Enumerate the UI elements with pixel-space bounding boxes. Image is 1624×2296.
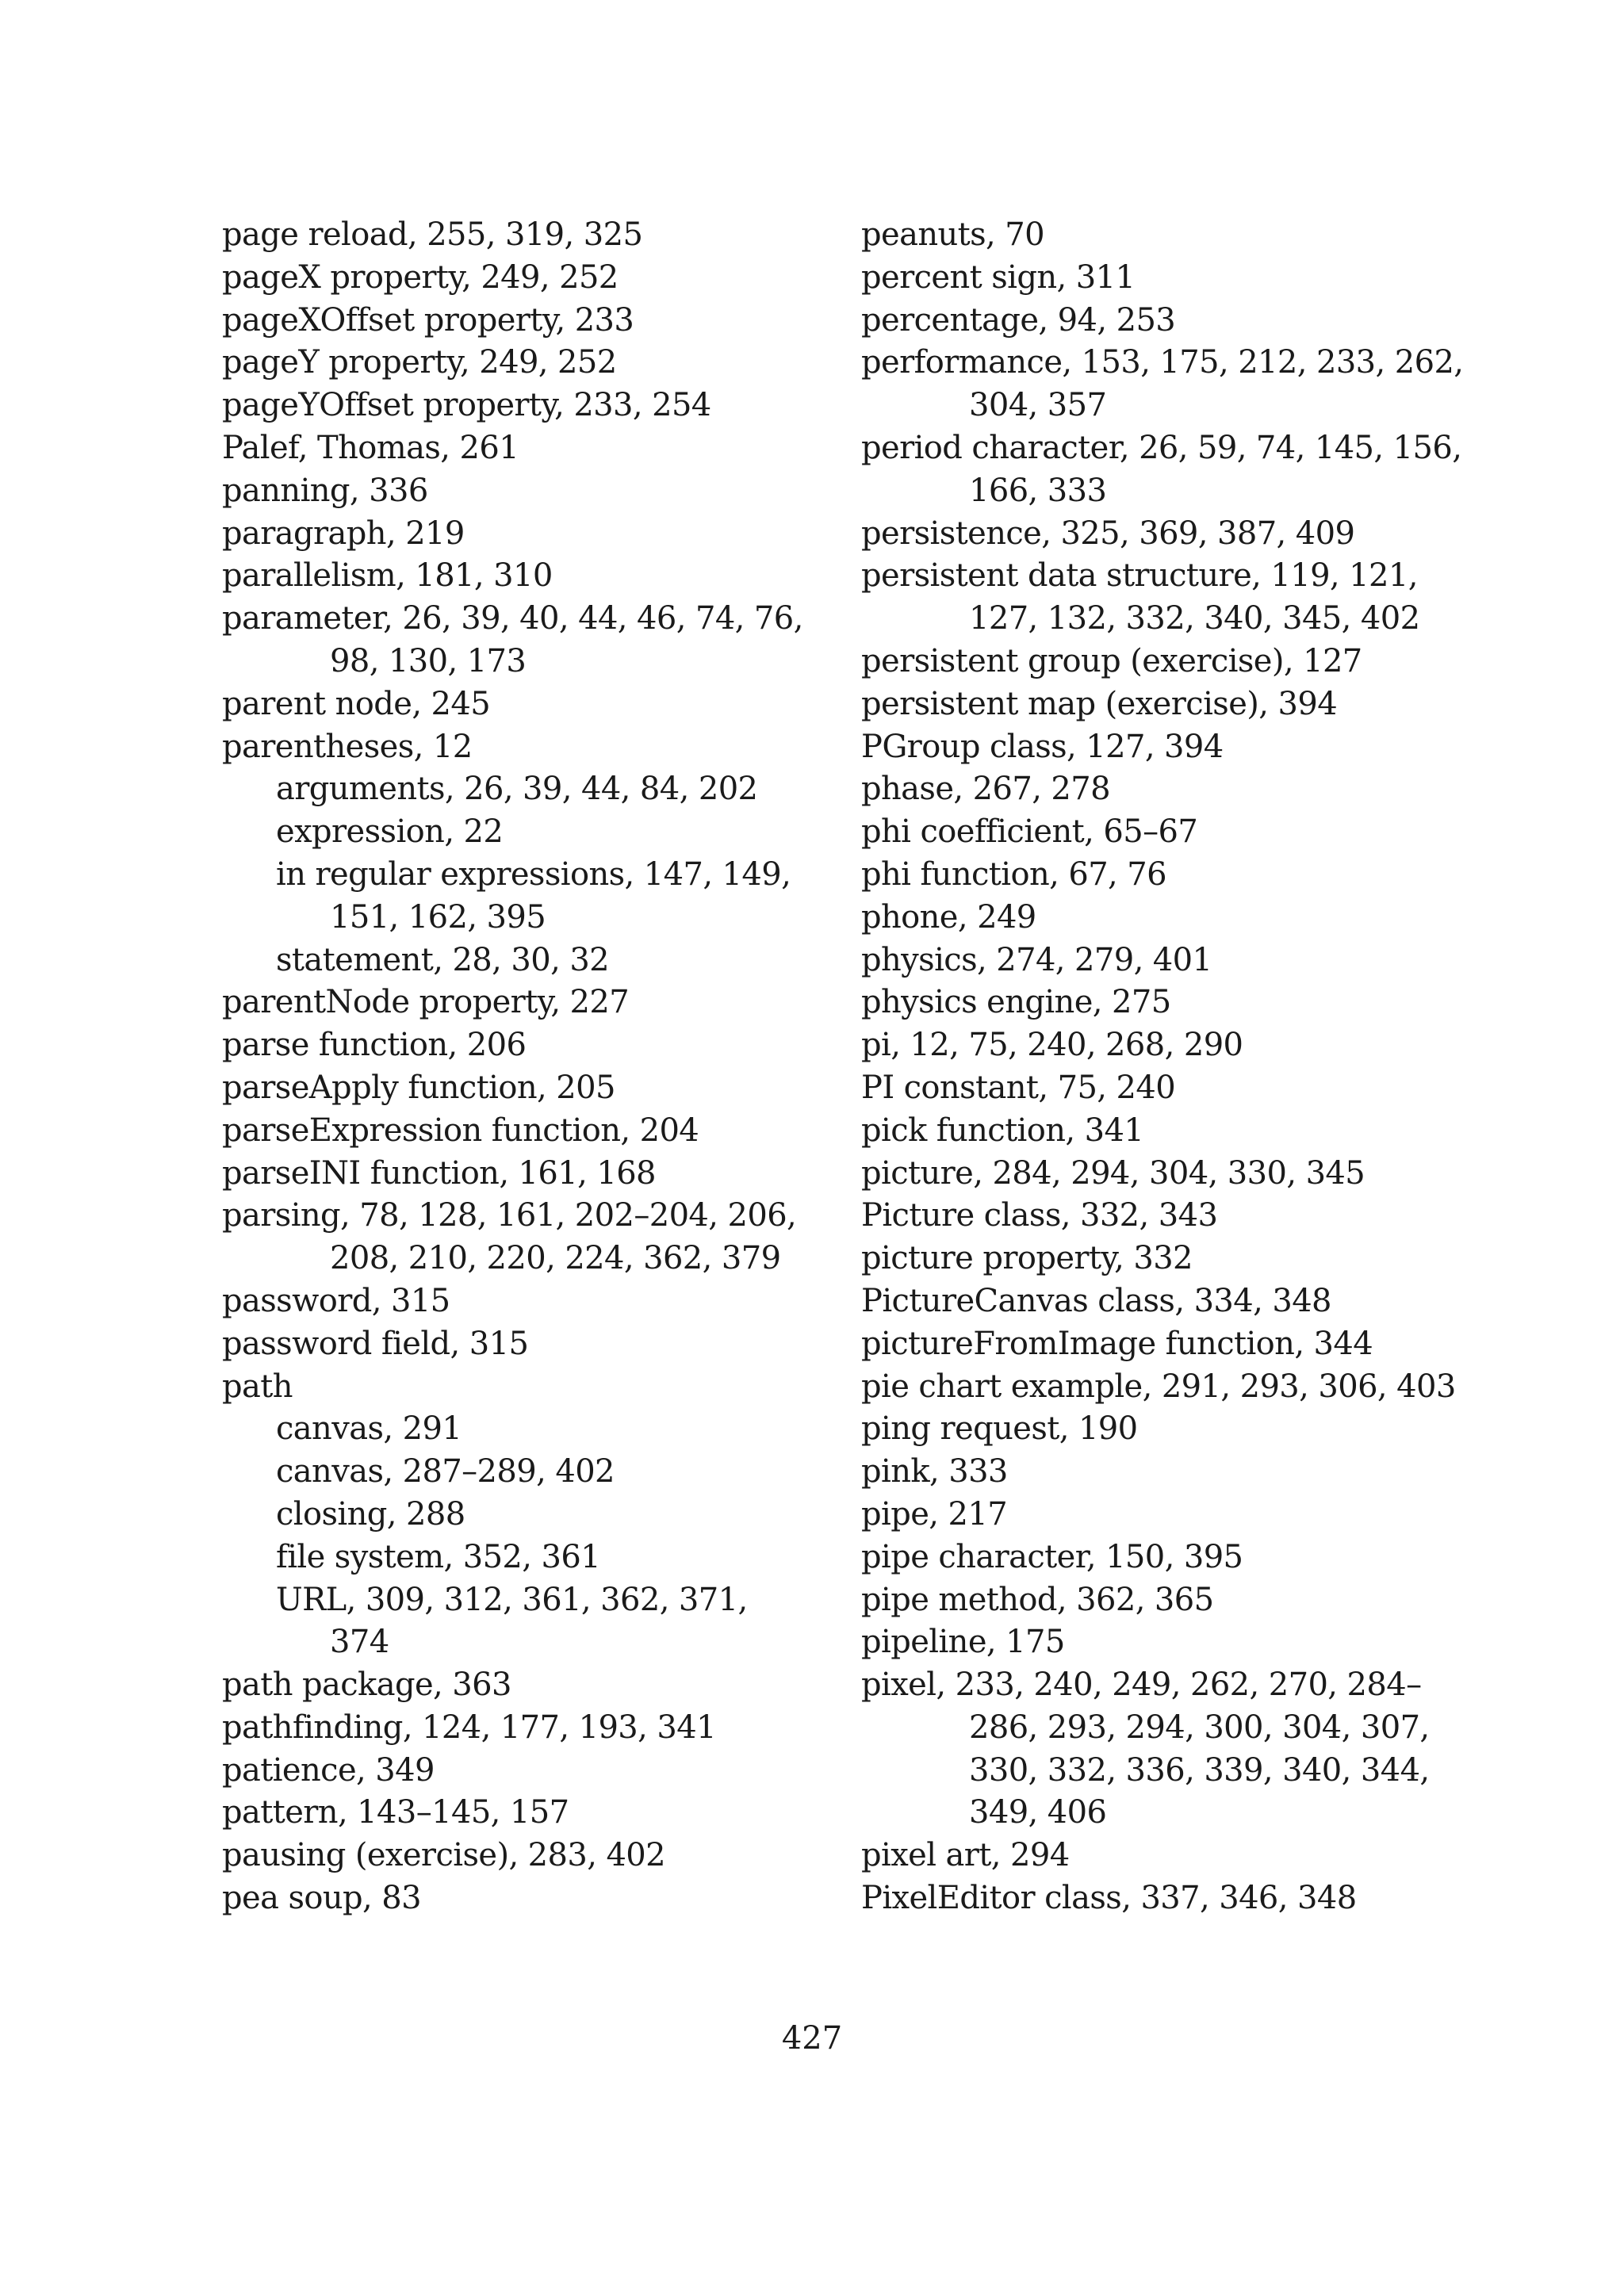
index-entry: parentheses, 12 [222, 728, 473, 765]
index-entry: PI constant, 75, 240 [861, 1069, 1176, 1106]
index-entry: persistent data structure, 119, 121, [861, 557, 1418, 595]
index-entry: phase, 267, 278 [861, 771, 1110, 808]
index-subentry: in regular expressions, 147, 149, [276, 855, 791, 893]
index-entry: pi, 12, 75, 240, 268, 290 [861, 1027, 1243, 1064]
index-entry: physics engine, 275 [861, 984, 1171, 1021]
index-entry: pink, 333 [861, 1453, 1008, 1490]
index-entry: pictureFromImage function, 344 [861, 1325, 1373, 1362]
index-entry: pausing (exercise), 283, 402 [222, 1837, 666, 1874]
index-entry: picture, 284, 294, 304, 330, 345 [861, 1154, 1365, 1192]
index-entry: PixelEditor class, 337, 346, 348 [861, 1880, 1357, 1917]
index-entry: pathfinding, 124, 177, 193, 341 [222, 1709, 716, 1746]
index-entry: pixel art, 294 [861, 1837, 1070, 1874]
index-subentry: statement, 28, 30, 32 [276, 941, 610, 978]
index-entry: parseExpression function, 204 [222, 1112, 699, 1149]
index-entry: Picture class, 332, 343 [861, 1197, 1218, 1234]
index-entry: path package, 363 [222, 1667, 511, 1704]
index-entry-continuation: 151, 162, 395 [330, 898, 546, 936]
index-subentry: file system, 352, 361 [276, 1538, 601, 1575]
index-entry: PictureCanvas class, 334, 348 [861, 1282, 1331, 1319]
index-entry-continuation: 208, 210, 220, 224, 362, 379 [330, 1240, 781, 1277]
index-entry: phi function, 67, 76 [861, 855, 1166, 893]
index-subentry: canvas, 291 [276, 1410, 462, 1448]
index-entry: page reload, 255, 319, 325 [222, 216, 643, 253]
index-entry: pick function, 341 [861, 1112, 1144, 1149]
index-subentry: closing, 288 [276, 1495, 465, 1533]
index-entry: password, 315 [222, 1282, 450, 1319]
index-entry: phone, 249 [861, 898, 1036, 936]
index-entry: pageX property, 249, 252 [222, 258, 619, 296]
index-entry: password field, 315 [222, 1325, 529, 1362]
index-entry: Palef, Thomas, 261 [222, 429, 519, 466]
index-subentry: arguments, 26, 39, 44, 84, 202 [276, 771, 758, 808]
index-entry: parseApply function, 205 [222, 1069, 615, 1106]
index-column-left [222, 214, 803, 1920]
index-entry: ping request, 190 [861, 1410, 1138, 1448]
index-entry-continuation: 127, 132, 332, 340, 345, 402 [969, 600, 1420, 637]
index-subentry: URL, 309, 312, 361, 362, 371, [276, 1581, 748, 1618]
index-entry: pipe, 217 [861, 1495, 1008, 1533]
index-entry-continuation: 330, 332, 336, 339, 340, 344, [969, 1751, 1430, 1789]
index-entry: parameter, 26, 39, 40, 44, 46, 74, 76, [222, 600, 803, 637]
index-entry: parentNode property, 227 [222, 984, 630, 1021]
index-entry: phi coefficient, 65–67 [861, 813, 1198, 851]
index-entry: percentage, 94, 253 [861, 301, 1176, 339]
index-entry: pageY property, 249, 252 [222, 344, 617, 381]
index-entry: pixel, 233, 240, 249, 262, 270, 284– [861, 1667, 1422, 1704]
page-number: 427 [781, 2020, 843, 2057]
index-entry: picture property, 332 [861, 1240, 1193, 1277]
index-entry: patience, 349 [222, 1751, 435, 1789]
index-entry: physics, 274, 279, 401 [861, 941, 1212, 978]
index-subentry: expression, 22 [276, 813, 504, 851]
index-entry: PGroup class, 127, 394 [861, 728, 1224, 765]
index-entry: parseINI function, 161, 168 [222, 1154, 656, 1192]
index-entry: path [222, 1368, 293, 1405]
index-entry: pageXOffset property, 233 [222, 301, 634, 339]
index-entry-continuation: 374 [330, 1624, 389, 1661]
index-entry: parsing, 78, 128, 161, 202–204, 206, [222, 1197, 797, 1234]
index-entry-continuation: 349, 406 [969, 1794, 1107, 1831]
index-entry: pie chart example, 291, 293, 306, 403 [861, 1368, 1456, 1405]
index-entry: parse function, 206 [222, 1027, 527, 1064]
index-entry: pipeline, 175 [861, 1624, 1065, 1661]
index-entry: peanuts, 70 [861, 216, 1044, 253]
index-entry: persistence, 325, 369, 387, 409 [861, 515, 1355, 552]
index-column-right [861, 214, 1464, 1920]
index-entry: pipe character, 150, 395 [861, 1538, 1243, 1575]
index-entry: parent node, 245 [222, 685, 491, 722]
index-entry: pattern, 143–145, 157 [222, 1794, 569, 1831]
index-entry: persistent map (exercise), 394 [861, 685, 1338, 722]
index-subentry: canvas, 287–289, 402 [276, 1453, 615, 1490]
index-entry: percent sign, 311 [861, 258, 1136, 296]
index-entry: pageYOffset property, 233, 254 [222, 387, 711, 424]
index-entry: period character, 26, 59, 74, 145, 156, [861, 429, 1462, 466]
index-entry-continuation: 166, 333 [969, 472, 1107, 509]
index-entry: paragraph, 219 [222, 515, 465, 552]
index-entry: pea soup, 83 [222, 1880, 421, 1917]
index-entry: persistent group (exercise), 127 [861, 642, 1362, 679]
index-entry: panning, 336 [222, 472, 428, 509]
index-entry-continuation: 286, 293, 294, 300, 304, 307, [969, 1709, 1430, 1746]
index-entry-continuation: 304, 357 [969, 387, 1107, 424]
index-entry: performance, 153, 175, 212, 233, 262, [861, 344, 1464, 381]
index-entry-continuation: 98, 130, 173 [330, 642, 527, 679]
index-entry: parallelism, 181, 310 [222, 557, 553, 595]
index-entry: pipe method, 362, 365 [861, 1581, 1214, 1618]
